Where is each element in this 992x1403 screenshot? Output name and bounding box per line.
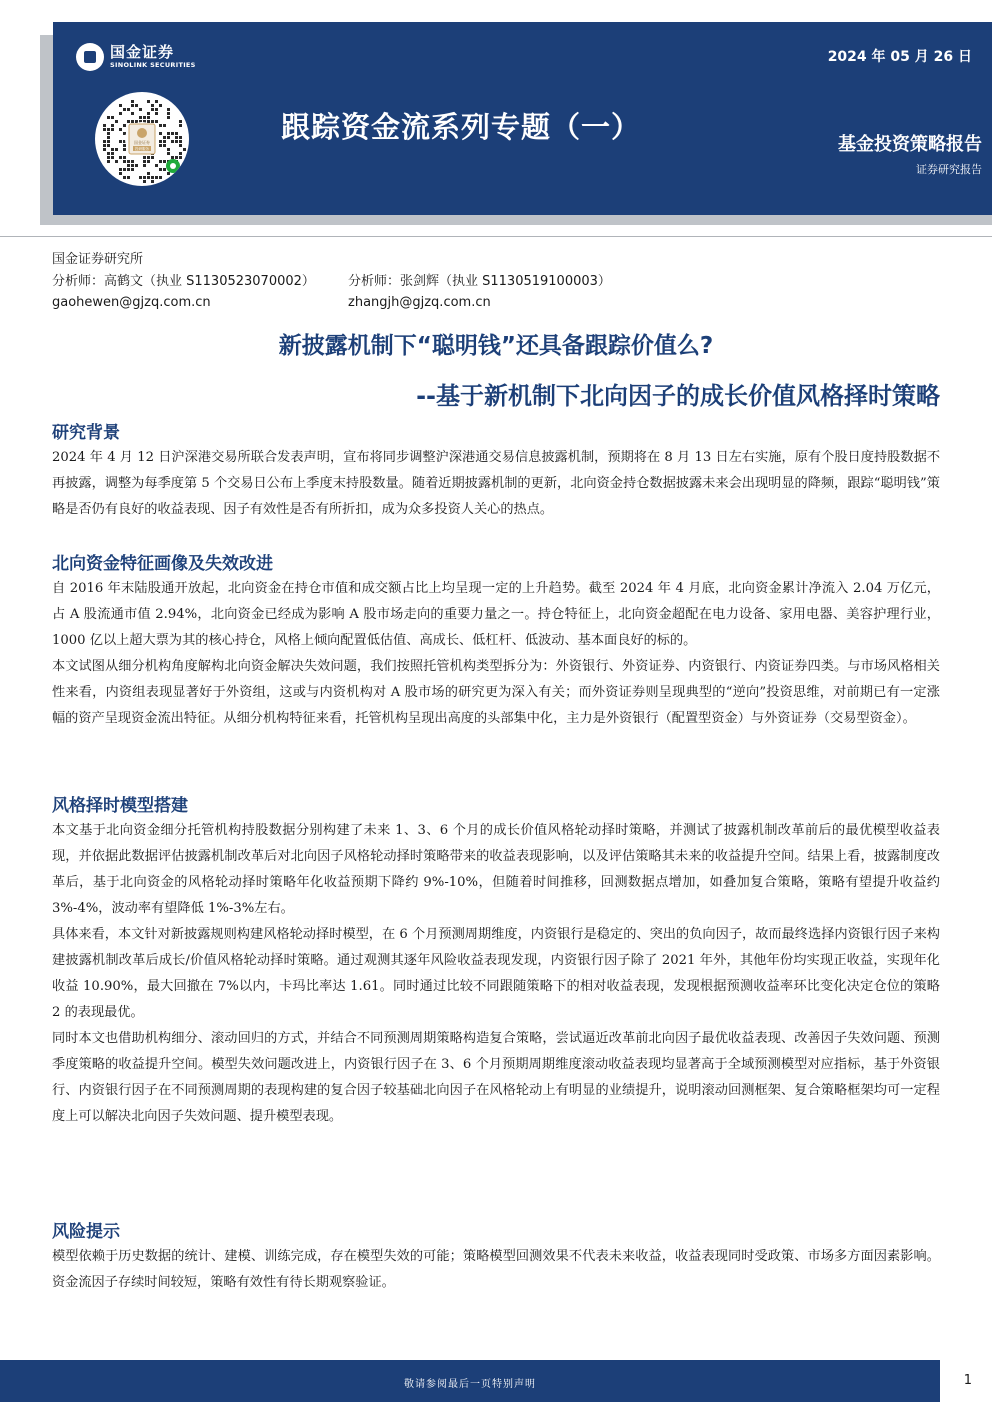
analyst-row	[52, 271, 611, 293]
section-paragraph: 2024 年 4 月 12 日沪深港交易所联合发表声明，宣布将同步调整沪深港通交易信息披露机制，预期将在 8 月 13 日左右实施，原有个股日度持股数据不再披露，调整为每季度第 5 个交易日公布上季度末持股数量。随着近期披露机制的更新，北向资金持仓数据披露未来会出现明显的降频，跟踪“聪明钱”策略是否仍有良好的收益表现、因子有效性是否有所折扣，成为众多投资人关心的热点。	[52, 450, 940, 517]
section-paragraph: 自 2016 年末陆股通开放起，北向资金在持仓市值和成交额占比上均呈现一定的上升趋势。截至 2024 年 4 月底，北向资金累计净流入 2.04 万亿元，占 A 股流通市值 2.94%，北向资金已经成为影响 A 股市场走向的重要力量之一。持仓特征上，北向资金超配在电力设备、家用电器、美容护理行业，1000 亿以上超大票为其的核心持仓，风格上倾向配置低估值、高成长、低杠杆、低波动、基本面良好的标的。	[52, 581, 940, 648]
logo-en: SINOLINK SECURITIES	[110, 61, 196, 69]
qr-label-bottom: 投研服务	[135, 147, 149, 151]
analyst-2: 分析师：张剑辉（执业 S1130519100003）	[348, 273, 611, 289]
header-divider	[0, 236, 992, 237]
logo-text	[110, 44, 196, 70]
section-heading: 风格择时模型搭建	[52, 796, 188, 816]
author-block	[52, 249, 611, 314]
section-background	[52, 421, 940, 523]
section-northbound-profile	[52, 552, 940, 732]
report-subtype: 证券研究报告	[916, 163, 982, 176]
institute-name: 国金证券研究所	[52, 252, 144, 267]
email-1[interactable]: gaohewen@gjzq.com.cn	[52, 295, 211, 310]
section-paragraph: 本文基于北向资金细分托管机构持股数据分别构建了未来 1、3、6 个月的成长价值风格轮动择时策略，并测试了披露机制改革前后的最优模型收益表现，并依据此数据评估披露机制改革后对北向因子风格轮动择时策略带来的收益表现影响，以及评估策略其未来的收益提升空间。结果上看，披露制度改革后，基于北向资金的风格轮动择时策略年化收益预期下降约 9%-10%，但随着时间推移，回测数据点增加，如叠加复合策略，策略有望提升收益约 3%-4%，波动率有望降低 1%-3%左右。	[52, 823, 940, 916]
section-paragraph: 本文试图从细分机构角度解构北向资金解决失效问题，我们按照托管机构类型拆分为：外资银行、外资证券、内资银行、内资证券四类。与市场风格相关性来看，内资组表现显著好于外资组，这或与内资机构对 A 股市场的研究更为深入有关；而外资证券则呈现典型的“逆向”投资思维，对前期已有一定涨幅的资产呈现资金流出特征。从细分机构特征来看，托管机构呈现出高度的头部集中化，主力是外资银行（配置型资金）与外资证券（交易型资金）。	[52, 659, 940, 726]
section-paragraph: 同时本文也借助机构细分、滚动回归的方式，并结合不同预测周期策略构造复合策略，尝试逼近改革前北向因子最优收益表现、改善因子失效问题、预测季度策略的收益提升空间。模型失效问题改进上，内资银行因子在 3、6 个月预期周期维度滚动收益表现均显著高于全域预测模型对应指标，基于外资银行、内资银行因子在不同预测周期的表现构建的复合因子较基础北向因子在风格轮动上有明显的业绩提升，说明滚动回测框架、复合策略框架均可一定程度上可以解决北向因子失效问题、提升模型表现。	[52, 1031, 940, 1124]
email-2[interactable]: zhangjh@gjzq.com.cn	[348, 295, 491, 310]
page-number: 1	[963, 1373, 972, 1388]
section-heading: 北向资金特征画像及失效改进	[52, 554, 273, 574]
logo-mark-icon	[76, 43, 104, 71]
report-title: 新披露机制下“聪明钱”还具备跟踪价值么?	[278, 333, 714, 359]
footer-notice[interactable]: 敬请参阅最后一页特别声明	[404, 1379, 536, 1390]
report-subtitle: --基于新机制下北向因子的成长价值风格择时策略	[416, 382, 940, 410]
section-heading: 研究背景	[52, 423, 120, 443]
series-title: 跟踪资金流系列专题（一）	[281, 110, 642, 144]
qr-label-top: 国金证券	[134, 140, 150, 145]
report-date: 2024 年 05 月 26 日	[827, 49, 972, 65]
report-type: 基金投资策略报告	[838, 134, 982, 155]
section-heading: 风险提示	[52, 1222, 120, 1242]
email-row	[52, 292, 491, 314]
section-model-building	[52, 794, 940, 1130]
section-paragraph: 具体来看，本文针对新披露规则构建风格轮动择时模型，在 6 个月预测周期维度，内资银行是稳定的、突出的负向因子，故而最终选择内资银行因子来构建披露机制改革后成长/价值风格轮动择时策略。通过观测其逐年风险收益表现发现，内资银行因子除了 2021 年外，其他年份均实现正收益，实现年化收益 10.90%，最大回撤在 7%以内，卡玛比率达 1.61。同时通过比较不同跟随策略下的相对收益表现，发现根据预测收益率环比变化决定仓位的策略 2 的表现最优。	[52, 927, 940, 1020]
qr-code-graphic	[95, 92, 189, 186]
brand-logo	[76, 42, 196, 72]
qr-code-icon[interactable]	[95, 92, 189, 186]
logo-cn: 国金证券	[110, 43, 175, 61]
section-risk	[52, 1220, 940, 1296]
analyst-1: 分析师：高鹤文（执业 S1130523070002）	[52, 273, 315, 289]
section-paragraph: 模型依赖于历史数据的统计、建模、训练完成，存在模型失效的可能；策略模型回测效果不代表未来收益，收益表现同时受政策、市场多方面因素影响。资金流因子存续时间较短，策略有效性有待长期观察验证。	[52, 1249, 940, 1290]
